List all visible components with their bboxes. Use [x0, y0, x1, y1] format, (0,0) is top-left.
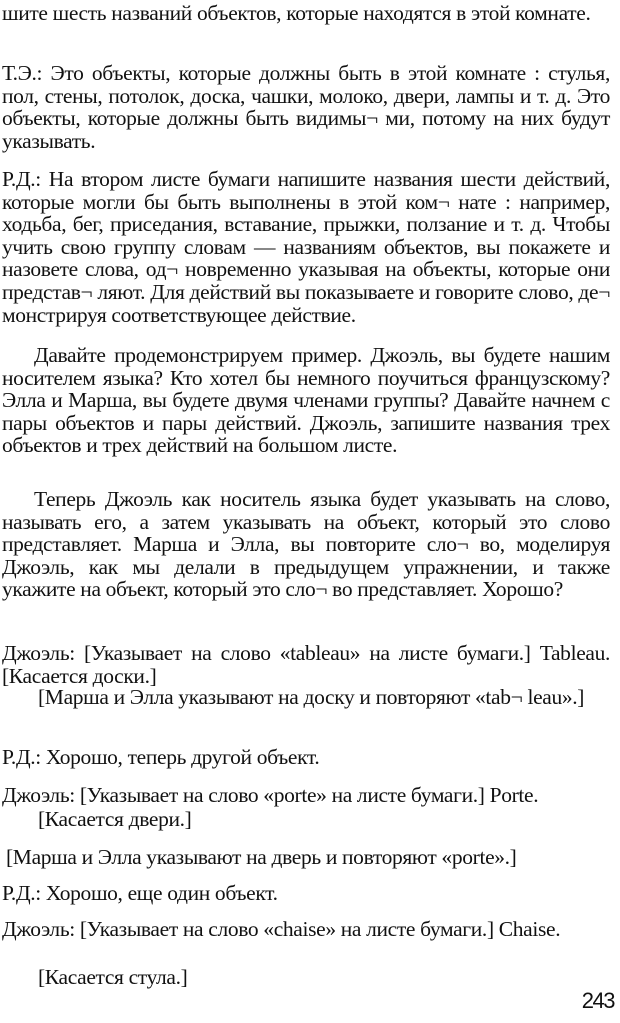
dialogue-joel-tableau: Джоэль: [Указывает на слово «tableau» на листе бумаги.] Tableau. [Касается доски.] [2, 641, 610, 688]
paragraph-demo-example: Давайте продемонстрируем пример. Джоэль, вы будете нашим носителем языка? Кто хотел бы немного поучиться французскому? Элла и Марша, вы будете двумя членами группы? Давайте начнем с пары объектов и пары действий. Джоэль, запишите названия трех объектов и трех действий на большом листе. [2, 343, 610, 458]
paragraph-rd-actions: Р.Д.: На втором листе бумаги напишите названия шести действий, которые могли бы быть выполнены в этой ком¬ нате : например, ходьба, бег, приседания, вставание, прыжки, ползание и т. д. Чтобы учить свою группу словам — названиям объектов, вы покажете и назовете слова, од¬ новременно указывая на объекты, которые они представ¬ ляют. Для действий вы показываете и говорите слово, де¬ монстрируя соответствующее действие. [2, 167, 610, 327]
dialogue-joel-chaise-action: [Касается стула.] [38, 965, 188, 989]
dialogue-rd-another-object: Р.Д.: Хорошо, теперь другой объект. [2, 745, 320, 769]
dialogue-joel-porte: Джоэль: [Указывает на слово «porte» на листе бумаги.] Porte. [2, 783, 539, 807]
paragraph-te-objects: Т.Э.: Это объекты, которые должны быть в этой комнате : стулья, пол, стены, потолок, доска, чашки, молоко, двери, лампы и т. д. Это объекты, которые должны быть видимы¬ ми, потому на них будут указывать. [2, 61, 610, 153]
dialogue-joel-chaise: Джоэль: [Указывает на слово «chaise» на листе бумаги.] Chaise. [2, 917, 561, 941]
paragraph-joel-native: Теперь Джоэль как носитель языка будет указывать на слово, называть его, а затем указывать на объект, который это слово представляет. Марша и Элла, вы повторите сло¬ во, моделируя Джоэль, как мы делали в предыдущем упражнении, и также укажите на объект, который это сло¬ во представляет. Хорошо? [2, 487, 610, 602]
dialogue-joel-porte-action: [Касается двери.] [38, 807, 192, 831]
dialogue-marsha-ella-porte: [Марша и Элла указывают на дверь и повторяют «porte».] [6, 845, 517, 869]
page-number: 243 [581, 988, 614, 1013]
paragraph-intro-continuation: шите шесть названий объектов, которые находятся в этой комнате. [2, 1, 591, 25]
dialogue-marsha-ella-tableau: [Марша и Элла указывают на доску и повторяют «tab¬ leau».] [38, 685, 585, 709]
dialogue-rd-one-more-object: Р.Д.: Хорошо, еще один объект. [2, 881, 278, 905]
